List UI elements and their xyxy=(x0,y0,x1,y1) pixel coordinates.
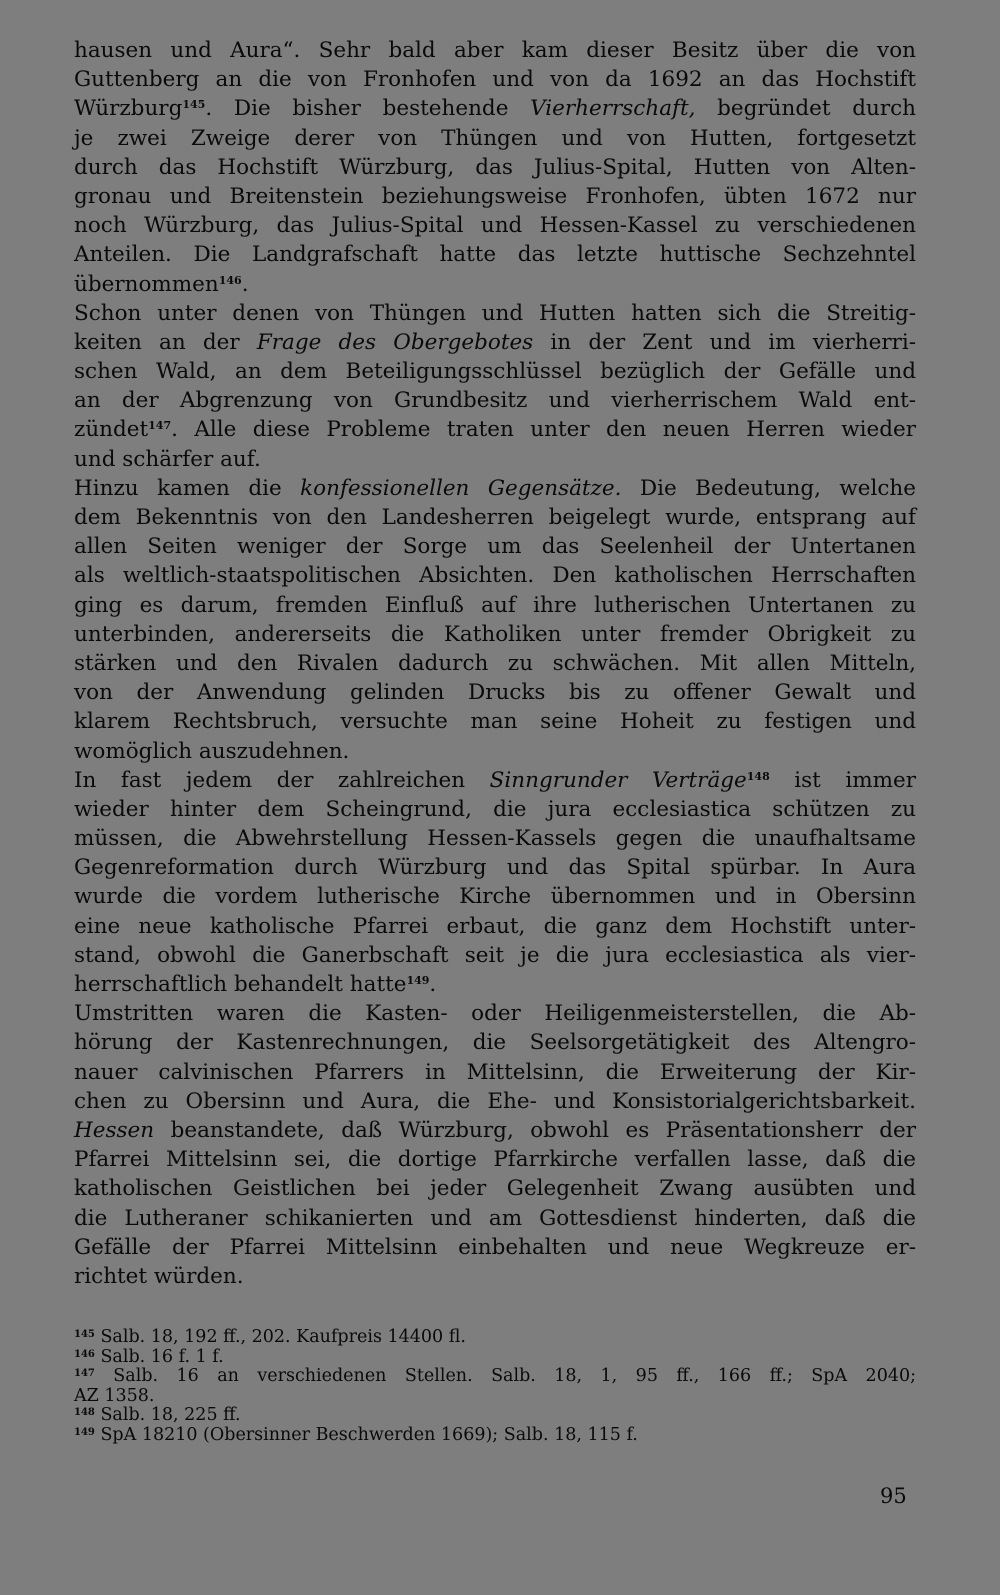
text-run: Die Bedeutung, welche xyxy=(621,475,916,501)
body-line xyxy=(74,153,916,182)
emphasis-text: Sinngrunder Verträge xyxy=(489,767,747,793)
text-run: die Lutheraner schikanierten und am Gottesdienst hinderten, daß die xyxy=(74,1205,916,1231)
text-run: ging es darum, fremden Einfluß auf ihre lutherischen Untertanen zu xyxy=(74,592,916,618)
text-run: . Alle diese Probleme traten unter den neuen Herren wieder xyxy=(171,417,916,443)
footnote-line xyxy=(74,1426,916,1446)
footnote-marker: 148 xyxy=(746,769,770,783)
text-run: durch das Hochstift Würzburg, das Julius-Spital, Hutten von Alten- xyxy=(74,154,916,180)
body-line xyxy=(74,1145,916,1174)
text-run: Guttenberg an die von Fronhofen und von da 1692 an das Hochstift xyxy=(74,67,916,93)
text-run: von der Anwendung gelinden Drucks bis zu offener Gewalt und xyxy=(74,680,916,706)
text-run: Pfarrei Mittelsinn sei, die dortige Pfarrkirche verfallen lasse, daß die xyxy=(74,1147,916,1173)
text-run: allen Seiten weniger der Sorge um das Seelenheil der Untertanen xyxy=(74,534,916,560)
body-line xyxy=(74,1087,916,1116)
text-run: wurde die vordem lutherische Kirche übernommen und in Obersinn xyxy=(74,884,916,910)
body-line xyxy=(74,1174,916,1203)
text-run: noch Würzburg, das Julius-Spital und Hessen-Kassel zu verschiedenen xyxy=(74,213,916,239)
text-run: schen Wald, an dem Beteiligungsschlüssel bezüglich der Gefälle und xyxy=(74,359,916,385)
body-line xyxy=(74,1116,916,1145)
body-line xyxy=(74,882,916,911)
body-line xyxy=(74,737,916,766)
text-run: müssen, die Abwehrstellung Hessen-Kassels gegen die unaufhaltsame xyxy=(74,826,916,852)
text-run: chen zu Obersinn und Aura, die Ehe- und Konsistorialgerichtsbarkeit. xyxy=(74,1088,916,1114)
text-run: stand, obwohl die Ganerbschaft seit je die jura ecclesiastica als vier- xyxy=(74,942,916,968)
text-run: wieder hinter dem Scheingrund, die jura ecclesiastica schützen zu xyxy=(74,796,916,822)
text-run: Anteilen. Die Landgrafschaft hatte das letzte huttische Sechzehntel xyxy=(74,242,916,268)
text-run: gronau und Breitenstein beziehungsweise Fronhofen, übten 1672 nur xyxy=(74,183,916,209)
footnote-line xyxy=(74,1387,916,1407)
body-line xyxy=(74,36,916,65)
footnote-line xyxy=(74,1406,916,1426)
emphasis-text: Hessen xyxy=(74,1117,155,1143)
body-line xyxy=(74,240,916,269)
body-line xyxy=(74,591,916,620)
text-run: herrschaftlich behandelt hatte xyxy=(74,972,407,997)
body-line xyxy=(74,1058,916,1087)
emphasis-text: konfessionellen Gegensätze. xyxy=(300,475,622,501)
footnote-marker: 148 xyxy=(74,1407,95,1419)
text-run: Salb. 16 an verschiedenen Stellen. Salb. 18, 1, 95 ff., 166 ff.; SpA 2040; xyxy=(94,1366,916,1387)
body-line xyxy=(74,211,916,240)
body-line xyxy=(74,678,916,707)
footnote-line xyxy=(74,1328,916,1348)
footnote-marker: 149 xyxy=(406,974,430,987)
footnote-line xyxy=(74,1348,916,1368)
text-run: Salb. 18, 192 ff., 202. Kaufpreis 14400 fl. xyxy=(94,1327,466,1347)
body-line xyxy=(74,94,916,123)
body-line xyxy=(74,65,916,94)
body-line xyxy=(74,707,916,736)
text-run: SpA 18210 (Obersinner Beschwerden 1669); Salb. 18, 115 f. xyxy=(94,1424,638,1445)
body-line xyxy=(74,299,916,328)
text-run: stärken und den Rivalen dadurch zu schwächen. Mit allen Mitteln, xyxy=(74,650,916,676)
text-run: übernommen xyxy=(74,271,219,297)
footnotes xyxy=(74,1328,916,1446)
text-run: Salb. 16 f. 1 f. xyxy=(94,1346,224,1367)
text-run: In fast jedem der zahlreichen xyxy=(74,767,490,793)
body-line xyxy=(74,795,916,824)
text-run: Gegenreformation durch Würzburg und das Spital spürbar. In Aura xyxy=(74,855,916,881)
body-line xyxy=(74,649,916,678)
text-run: . Die bisher bestehende xyxy=(205,96,531,122)
body-line xyxy=(74,182,916,211)
text-run: . xyxy=(429,972,437,997)
footnote-marker: 147 xyxy=(74,1368,95,1380)
body-line xyxy=(74,1262,916,1291)
body-line xyxy=(74,124,916,153)
text-run: beanstandete, daß Würzburg, obwohl es Präsentationsherr der xyxy=(154,1117,916,1143)
footnote-marker: 146 xyxy=(74,1348,95,1360)
text-run: Salb. 18, 225 ff. xyxy=(94,1405,241,1426)
text-run: hausen und Aura“. Sehr bald aber kam dieser Besitz über die von xyxy=(74,38,916,63)
text-run: zündet xyxy=(74,417,149,443)
text-run: ist immer xyxy=(769,767,916,793)
body-line xyxy=(74,766,916,795)
body-line xyxy=(74,1233,916,1262)
text-run: in der Zent und im vierherri- xyxy=(533,329,917,355)
text-run: als weltlich-staatspolitischen Absichten. Den katholischen Herrschaften xyxy=(74,563,916,589)
text-run: nauer calvinischen Pfarrers in Mittelsinn, die Erweiterung der Kir- xyxy=(74,1059,916,1085)
body-line xyxy=(74,853,916,882)
text-run: womöglich auszudehnen. xyxy=(74,738,350,764)
text-run: eine neue katholische Pfarrei erbaut, die ganz dem Hochstift unter- xyxy=(74,913,916,939)
text-run: Gefälle der Pfarrei Mittelsinn einbehalten und neue Wegkreuze er- xyxy=(74,1234,916,1260)
text-run: richtet würden. xyxy=(74,1263,244,1289)
body-line xyxy=(74,1204,916,1233)
footnote-marker: 147 xyxy=(148,419,172,433)
footnote-marker: 145 xyxy=(182,98,206,112)
text-run: begründet durch xyxy=(695,96,916,122)
body-line xyxy=(74,503,916,532)
footnote-line xyxy=(74,1367,916,1387)
body-line xyxy=(74,415,916,444)
text-run: Schon unter denen von Thüngen und Hutten hatten sich die Streitig- xyxy=(74,300,916,326)
body-line xyxy=(74,328,916,357)
body-line xyxy=(74,270,916,299)
footnote-marker: 146 xyxy=(218,273,242,287)
text-run: . xyxy=(241,271,249,297)
body-line xyxy=(74,561,916,590)
footnote-marker: 149 xyxy=(74,1426,95,1438)
text-run: AZ 1358. xyxy=(74,1385,155,1406)
page-number: 95 xyxy=(880,1484,907,1508)
text-run: an der Abgrenzung von Grundbesitz und vierherrischem Wald ent- xyxy=(74,388,916,414)
text-run: Hinzu kamen die xyxy=(74,475,301,501)
text-run: je zwei Zweige derer von Thüngen und von Hutten, fortgesetzt xyxy=(74,125,916,151)
body-line xyxy=(74,474,916,503)
body-line xyxy=(74,912,916,941)
text-run: Würzburg xyxy=(74,96,183,122)
body-line xyxy=(74,941,916,970)
body-line xyxy=(74,970,916,999)
body-line xyxy=(74,532,916,561)
text-run: Umstritten waren die Kasten- oder Heiligenmeisterstellen, die Ab- xyxy=(74,1001,916,1027)
body-line xyxy=(74,999,916,1028)
text-run: keiten an der xyxy=(74,329,257,355)
body-line xyxy=(74,445,916,474)
emphasis-text: Vierherrschaft, xyxy=(530,96,696,122)
text-run: hörung der Kastenrechnungen, die Seelsorgetätigkeit des Altengro- xyxy=(74,1030,916,1056)
text-run: klarem Rechtsbruch, versuchte man seine Hoheit zu festigen und xyxy=(74,709,916,735)
body-line xyxy=(74,620,916,649)
body-line xyxy=(74,357,916,386)
body-line xyxy=(74,1028,916,1057)
emphasis-text: Frage des Obergebotes xyxy=(256,329,534,355)
body-line xyxy=(74,824,916,853)
text-run: dem Bekenntnis von den Landesherren beigelegt wurde, entsprang auf xyxy=(74,505,916,530)
body-line xyxy=(74,386,916,415)
text-run: unterbinden, andererseits die Katholiken unter fremder Obrigkeit zu xyxy=(74,621,916,647)
body-text xyxy=(74,36,916,1291)
text-run: katholischen Geistlichen bei jeder Gelegenheit Zwang ausübten und xyxy=(74,1176,916,1202)
text-run: und schärfer auf. xyxy=(74,446,261,472)
footnote-marker: 145 xyxy=(74,1329,95,1340)
